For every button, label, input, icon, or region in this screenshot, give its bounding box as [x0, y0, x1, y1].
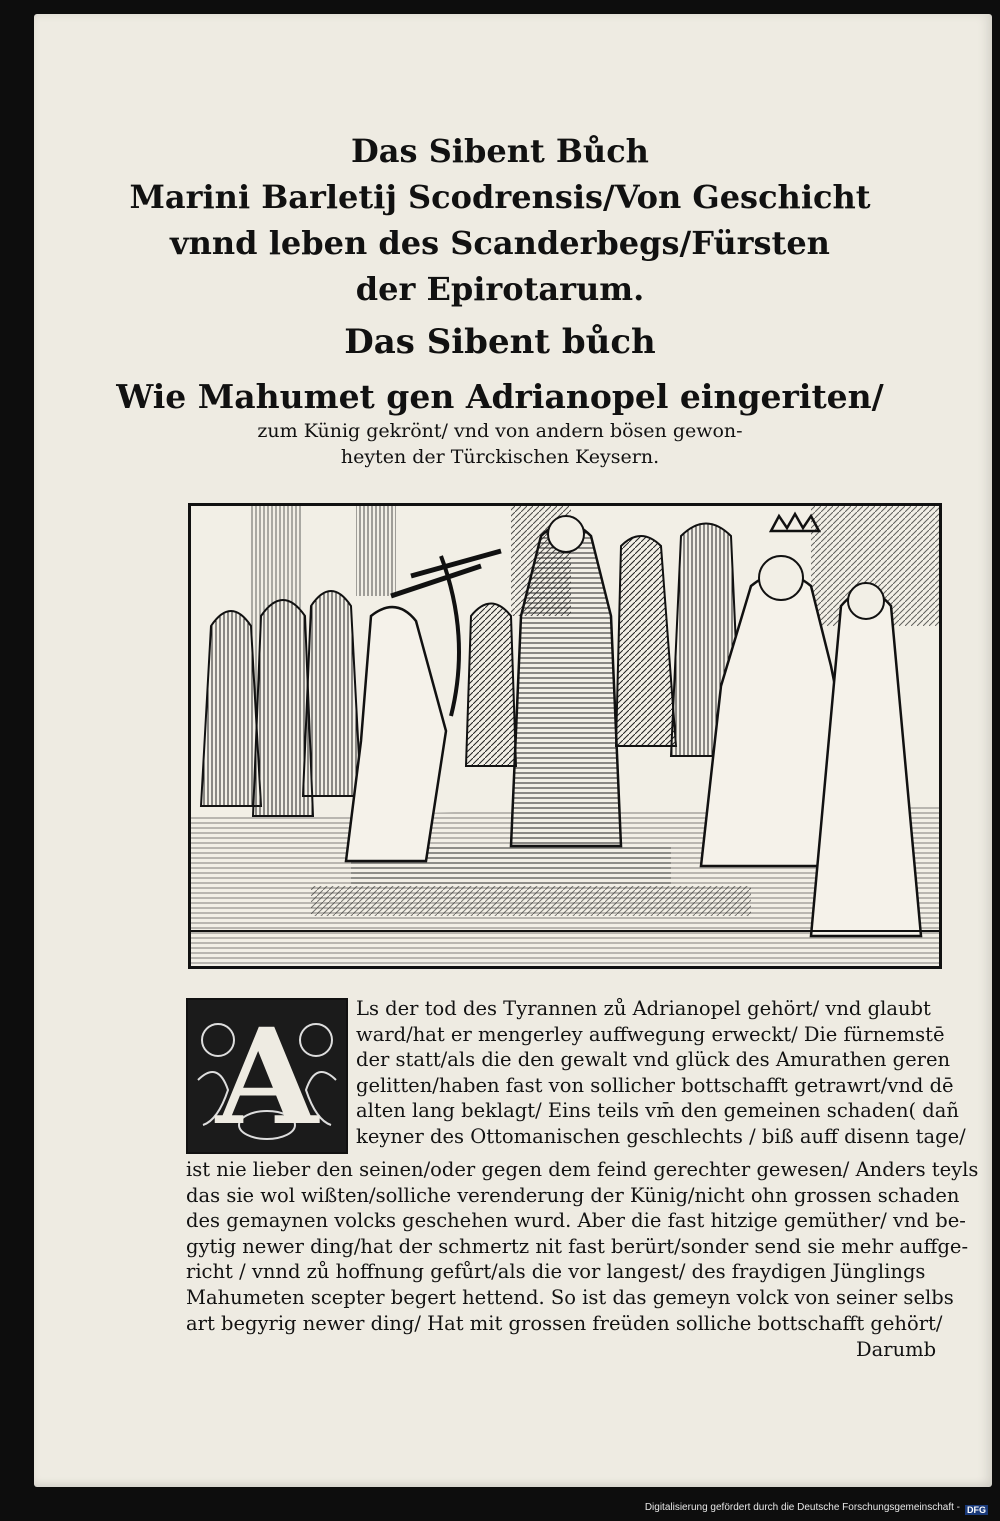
title-line-3: vnnd leben des Scanderbegs/Fürsten — [170, 224, 830, 262]
decorated-initial — [186, 998, 348, 1154]
body-line: des gemaynen volcks geschehen wurd. Aber die fast hitzige gemüther/ vnd be- — [186, 1209, 966, 1233]
body-line: das sie wol wißten/solliche verenderung der Künig/nicht ohn grossen schaden — [186, 1183, 960, 1207]
body-line: richt / vnnd zů hoffnung gefůrt/als die vor langest/ des fraydigen Jünglings — [186, 1260, 926, 1284]
coronation-woodcut — [188, 503, 942, 969]
body-text-indented — [356, 996, 966, 1150]
body-line: der statt/als die den gewalt vnd glück des Amurathen geren — [356, 1048, 951, 1072]
chapter-subtitle-2: heyten der Türckischen Keysern. — [340, 446, 660, 468]
book-title-repeat: Das Sibent bůch — [344, 322, 656, 362]
body-line: keyner des Ottomanischen geschlechts / biß auff disenn tage/ — [356, 1124, 966, 1148]
digitization-credit: Digitalisierung gefördert durch die Deutsche Forschungsgemeinschaft - — [644, 1502, 960, 1513]
chapter-title: Wie Mahumet gen Adrianopel eingeriten/ — [116, 377, 884, 416]
body-line: ist nie lieber den seinen/oder gegen dem feind gerechter gewesen/ Anders teyls — [186, 1158, 979, 1181]
body-line: Ls der tod des Tyrannen zů Adrianopel gehört/ vnd glaubt — [356, 997, 931, 1020]
body-line: art begyrig newer ding/ Hat mit grossen freüden solliche bottschafft gehört/ — [186, 1311, 943, 1335]
title-line-4: der Epirotarum. — [355, 270, 645, 308]
catchword: Darumb — [856, 1338, 937, 1361]
title-block — [0, 128, 1000, 470]
book-title: Das Sibent Bůch — [351, 132, 649, 170]
body-line: gytig newer ding/hat der schmertz nit fast berürt/sonder send sie mehr auffge- — [186, 1234, 969, 1258]
initial-letter: A — [215, 1000, 319, 1154]
chapter-subtitle-1: zum Künig gekrönt/ vnd von andern bösen gewon- — [257, 420, 743, 442]
body-line: gelitten/haben fast von sollicher bottschafft getrawrt/vnd dē — [356, 1073, 954, 1097]
title-line-2: Marini Barletij Scodrensis/Von Geschicht — [129, 178, 871, 216]
body-line: Mahumeten scepter begert hettend. So ist das gemeyn volck von seiner selbs — [186, 1285, 954, 1309]
body-line: ward/hat er mengerley auffwegung erweckt/ Die fürnemstē — [356, 1022, 945, 1046]
body-line: alten lang beklagt/ Eins teils vm̄ den gemeinen schaden( dañ — [356, 1099, 959, 1123]
dfg-logo: DFG — [967, 1505, 986, 1515]
body-text-full — [186, 1157, 978, 1336]
